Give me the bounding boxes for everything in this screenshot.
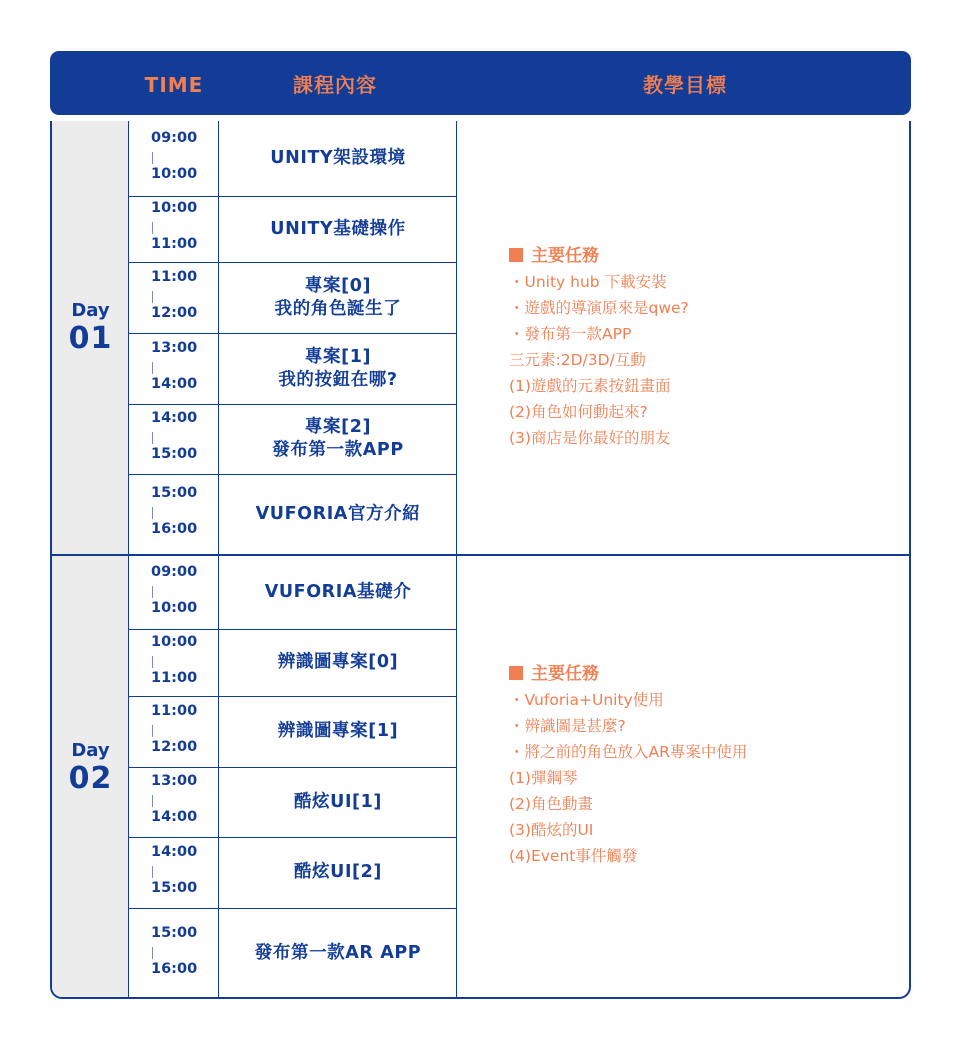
end-time: 11:00: [151, 669, 198, 686]
course-title: [219, 696, 457, 767]
course-title: [219, 629, 457, 696]
end-time: 12:00: [151, 304, 198, 321]
start-time: 13:00: [151, 773, 198, 789]
course-title: [219, 121, 457, 196]
course-text: 酷炫UI[1]: [293, 791, 383, 812]
time-slot: [129, 474, 219, 554]
row-divider: [129, 262, 457, 263]
start-time: 11:00: [151, 268, 198, 285]
course-title: [219, 196, 457, 262]
course-text: 專案[2] 發布第一款APP: [272, 417, 404, 460]
start-time: 15:00: [151, 485, 198, 501]
row-divider: [129, 837, 457, 838]
time-slot: [129, 696, 219, 767]
course-text: VUFORIA基礎介: [264, 582, 412, 602]
time-slot: [129, 262, 219, 333]
end-time: 15:00: [151, 879, 198, 896]
time-slot: [129, 121, 219, 196]
day-number: 02: [68, 760, 113, 796]
course-title: [219, 767, 457, 837]
row-divider: [129, 629, 457, 630]
course-text: 發布第一款AR APP: [254, 943, 422, 963]
schedule-table: [50, 121, 911, 999]
start-time: 09:00: [151, 563, 198, 580]
end-time: 14:00: [151, 375, 198, 392]
row-divider: [129, 196, 457, 197]
course-title: [219, 908, 457, 999]
end-time: 11:00: [151, 236, 198, 252]
end-time: 15:00: [151, 446, 198, 462]
time-slot: [129, 556, 219, 629]
course-title: [219, 837, 457, 908]
day-label: [52, 300, 129, 357]
row-divider: [129, 908, 457, 909]
goal-line: (1)彈鋼琴: [509, 769, 578, 787]
time-slot: [129, 837, 219, 908]
day-word: Day: [71, 299, 110, 321]
start-time: 11:00: [151, 702, 198, 719]
time-slot: [129, 629, 219, 696]
row-divider: [129, 333, 457, 334]
goal-line: ・Vuforia+Unity使用: [509, 691, 664, 709]
course-text: UNITY架設環境: [270, 148, 406, 168]
start-time: 15:00: [151, 924, 198, 941]
column-divider-time: [128, 121, 129, 999]
time-slot: [129, 196, 219, 262]
time-divider: [152, 152, 153, 164]
day-separator: [52, 554, 911, 556]
course-text: 辨識圖專案[0]: [277, 652, 399, 672]
square-bullet-icon: [509, 248, 523, 262]
end-time: 14:00: [151, 809, 198, 825]
day-word: Day: [71, 739, 110, 761]
time-slot: [129, 908, 219, 999]
start-time: 09:00: [151, 129, 198, 146]
course-text: 辨識圖專案[1]: [277, 721, 399, 741]
goal-line: ・將之前的角色放入AR專案中使用: [509, 743, 748, 761]
goal-line: (2)角色動畫: [509, 795, 593, 813]
time-divider: [152, 362, 153, 374]
time-divider: [152, 222, 153, 234]
day-number: 01: [68, 320, 113, 356]
time-divider: [152, 656, 153, 668]
goal-line: (2)角色如何動起來?: [509, 403, 648, 421]
end-time: 10:00: [151, 165, 198, 182]
goals-title: 主要任務: [531, 664, 599, 684]
time-divider: [152, 795, 153, 807]
time-divider: [152, 291, 153, 303]
goal-line: (3)商店是你最好的朋友: [509, 429, 671, 447]
header-teaching-goal: 教學目標: [643, 73, 727, 97]
square-bullet-icon: [509, 666, 523, 680]
course-title: [219, 262, 457, 333]
course-text: 專案[1] 我的按鈕在哪?: [278, 346, 398, 390]
row-divider: [129, 696, 457, 697]
goals-heading: [509, 661, 747, 687]
course-title: [219, 474, 457, 554]
row-divider: [129, 404, 457, 405]
end-time: 10:00: [151, 599, 198, 616]
time-divider: [152, 725, 153, 737]
time-divider: [152, 507, 153, 519]
start-time: 14:00: [151, 843, 198, 860]
start-time: 10:00: [151, 200, 198, 216]
goals-heading: [509, 243, 689, 269]
start-time: 13:00: [151, 339, 198, 356]
goal-line: (4)Event事件觸發: [509, 847, 638, 865]
course-text: 專案[0] 我的角色誕生了: [274, 275, 402, 319]
start-time: 14:00: [151, 410, 198, 426]
end-time: 16:00: [151, 521, 198, 537]
time-slot: [129, 333, 219, 404]
goal-line: (1)遊戲的元素按鈕畫面: [509, 377, 671, 395]
course-title: [219, 404, 457, 474]
time-slot: [129, 404, 219, 474]
table-header: [50, 51, 911, 115]
row-divider: [129, 767, 457, 768]
day-label: [52, 740, 129, 797]
row-divider: [129, 474, 457, 475]
goals-block: [509, 243, 689, 451]
end-time: 12:00: [151, 738, 198, 755]
header-time: TIME: [144, 73, 204, 97]
time-divider: [152, 432, 153, 444]
goal-line: ・辨識圖是甚麼?: [509, 717, 626, 735]
start-time: 10:00: [151, 633, 198, 650]
course-text: UNITY基礎操作: [270, 218, 406, 239]
course-title: [219, 333, 457, 404]
time-divider: [152, 866, 153, 878]
course-title: [219, 556, 457, 629]
course-text: 酷炫UI[2]: [293, 862, 383, 882]
end-time: 16:00: [151, 960, 198, 977]
header-course-content: 課程內容: [293, 73, 377, 97]
goal-line: (3)酷炫的UI: [509, 821, 594, 839]
column-divider-course: [218, 121, 219, 999]
time-divider: [152, 947, 153, 959]
goal-line: ・Unity hub 下載安裝: [509, 273, 667, 291]
goals-title: 主要任務: [531, 246, 599, 266]
goal-line: ・發布第一款APP: [509, 325, 632, 343]
time-divider: [152, 586, 153, 598]
goal-line: ・遊戲的導演原來是qwe?: [509, 299, 689, 317]
course-text: VUFORIA官方介紹: [255, 503, 421, 524]
time-slot: [129, 767, 219, 837]
goal-line: 三元素:2D/3D/互動: [509, 351, 646, 369]
goals-block: [509, 661, 747, 869]
column-divider-goal: [456, 121, 457, 999]
